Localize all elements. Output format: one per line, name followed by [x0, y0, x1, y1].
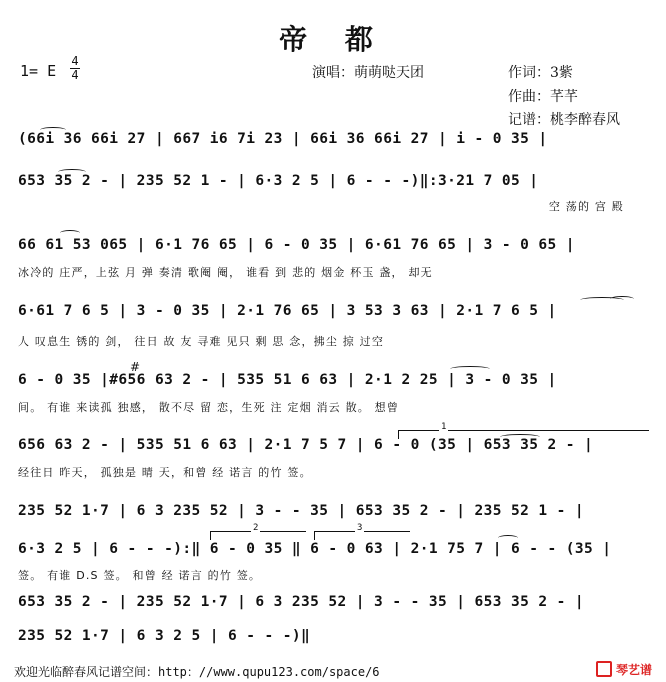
site-logo: [596, 660, 658, 678]
lyricist-credit: 作词：3紫: [508, 65, 573, 81]
score-row-3: 66 61 53 065 | 6·1 76 65 | 6 - 0 35 | 6·61 76 65 | 3 - 0 65 |: [18, 237, 575, 253]
slur-mark: [40, 127, 66, 133]
volta-bracket-2: [210, 523, 306, 540]
logo-text: 琴艺谱: [616, 663, 653, 677]
singer-credit: 演唱：萌萌哒天团: [312, 65, 424, 81]
volta-number: 2: [253, 523, 259, 533]
slur-mark: [498, 535, 518, 541]
lyric-row-8: 签。 有谁 D.S 签。 和曾 经 诺言 的竹 签。: [18, 569, 262, 582]
song-title: 帝 都: [279, 23, 387, 56]
slur-mark: [500, 434, 540, 440]
footer-link[interactable]: 欢迎光临醉春风记谱空间：http：//www.qupu123.com/space/6: [14, 665, 380, 679]
score-row-5: 6 - 0 35 |#656 63 2 - | 535 51 6 63 | 2·1 2 25 | 3 - 0 35 |: [18, 372, 557, 388]
volta-number: 1: [441, 422, 447, 432]
slur-mark: [60, 230, 80, 236]
score-row-4: 6·61 7 6 5 | 3 - 0 35 | 2·1 76 65 | 3 53 3 63 | 2·1 7 6 5 |: [18, 303, 557, 319]
volta-number: 3: [357, 523, 363, 533]
slur-mark: [450, 366, 490, 372]
meter-bottom: 4: [71, 68, 79, 82]
lyric-row-6: 经往日 昨天， 孤独是 晴 天，和曾 经 诺言 的竹 签。: [18, 466, 312, 479]
score-row-1: (66i 36 66i 27 | 667 i6 7i 23 | 66i 36 66i 27 | i - 0 35 |: [18, 131, 548, 147]
score-row-8: 6·3 2 5 | 6 - - -):‖ 6 - 0 35 ‖ 6 - 0 63 | 2·1 75 7 | 6 - - (35 |: [18, 541, 612, 557]
slur-mark: [580, 297, 624, 303]
composer-credit: 作曲：芊芊: [508, 89, 578, 105]
transcriber-credit: 记谱：桃李醉春风: [508, 112, 620, 128]
volta-bracket-3: [314, 523, 410, 540]
slur-mark: [58, 169, 86, 175]
lyric-row-5: 间。 有谁 来读孤 独感， 散不尽 留 恋，生死 注 定烟 消云 散。 想曾: [18, 401, 400, 414]
score-row-6: 656 63 2 - | 535 51 6 63 | 2·1 7 5 7 | 6 - 0 (35 | 653 35 2 - |: [18, 437, 594, 453]
meter-top: 4: [71, 54, 79, 68]
score-row-9: 653 35 2 - | 235 52 1·7 | 6 3 235 52 | 3 - - 35 | 653 35 2 - |: [18, 594, 585, 610]
logo-icon: [596, 661, 612, 677]
lyric-row-4: 人 叹息生 锈的 剑， 往日 故 友 寻难 见只 剩 思 念，拂尘 掠 过空: [18, 335, 385, 348]
sharp-sign: #: [130, 360, 141, 374]
score-row-10: 235 52 1·7 | 6 3 2 5 | 6 - - -)‖: [18, 628, 311, 644]
lyric-row-3: 冰冷的 庄严，上弦 月 弹 奏清 歌阉 阉， 谁看 到 悲的 烟金 杯玉 盏， 却无: [18, 266, 433, 279]
score-row-7: 235 52 1·7 | 6 3 235 52 | 3 - - 35 | 653 35 2 - | 235 52 1 - |: [18, 503, 585, 519]
score-row-2: 653 35 2 - | 235 52 1 - | 6·3 2 5 | 6 - - -)‖:3·21 7 05 |: [18, 173, 539, 189]
time-signature: [68, 55, 82, 82]
lyric-row-2: 空 荡的 宫 殿: [548, 200, 624, 213]
key-signature: 1= E: [20, 62, 57, 80]
